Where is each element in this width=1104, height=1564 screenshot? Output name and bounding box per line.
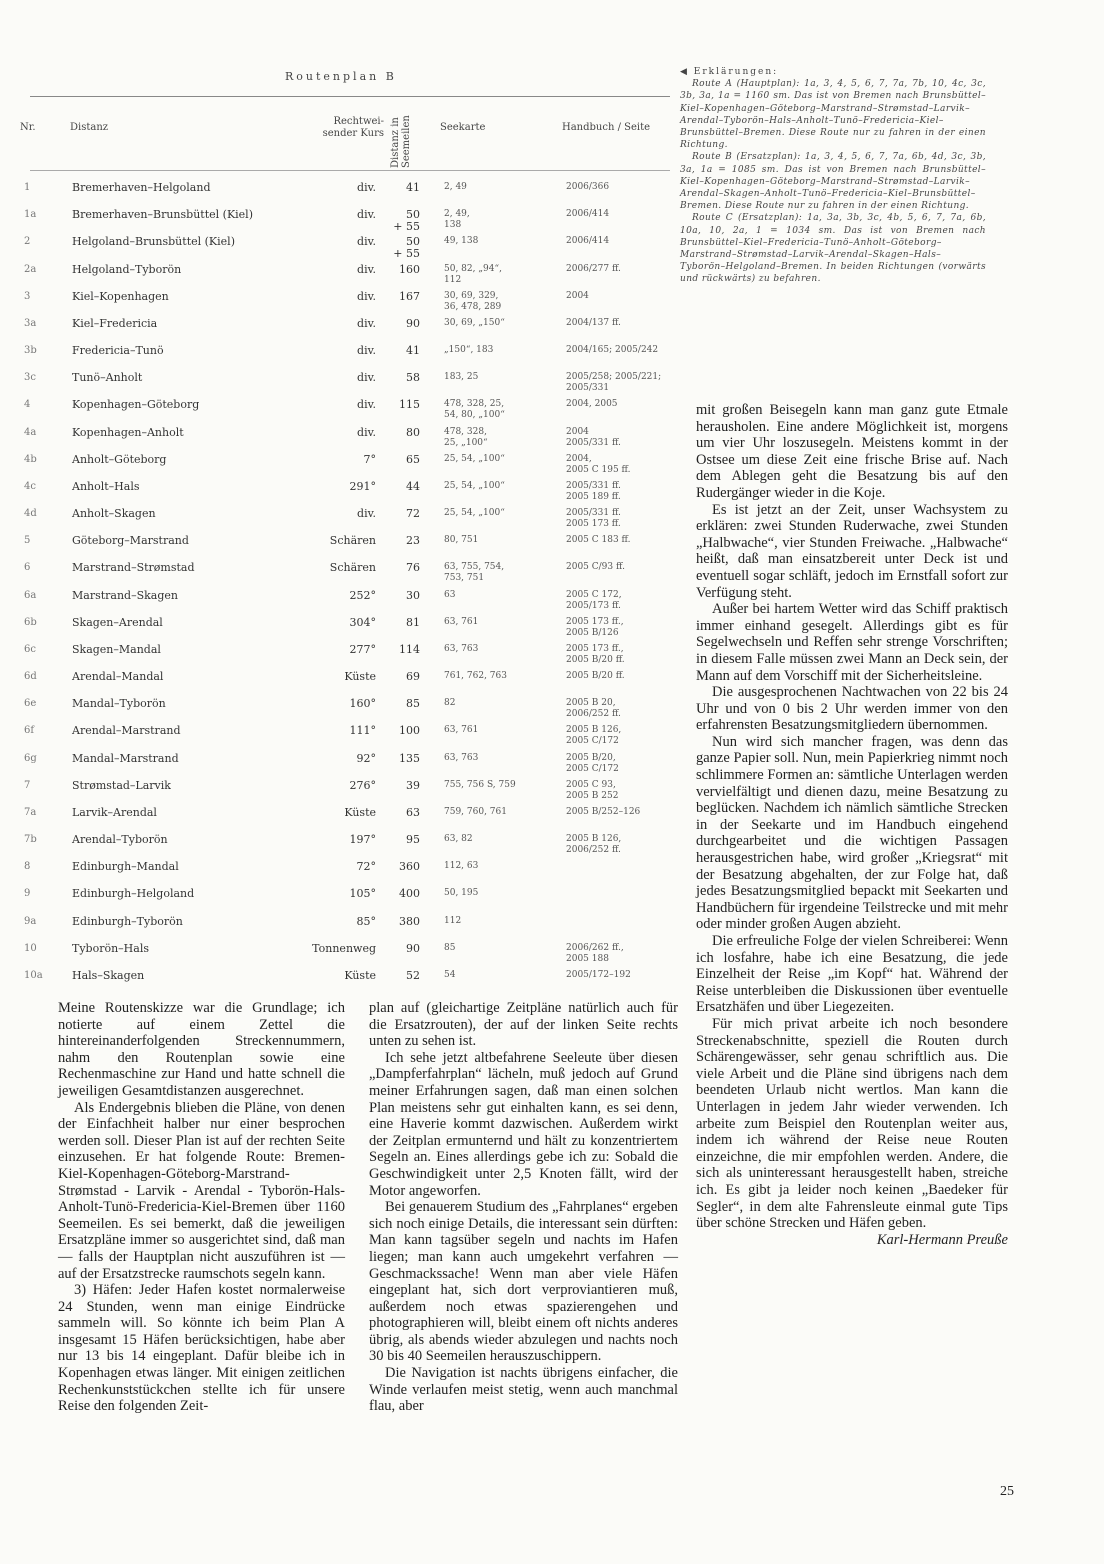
cell-kurs: div. bbox=[357, 398, 376, 412]
cell-kurs: div. bbox=[357, 425, 376, 439]
cell-route: Mandal–Marstrand bbox=[72, 751, 179, 765]
cell-nr: 4b bbox=[24, 453, 37, 465]
cell-handbuch: 2005 B 20, 2006/252 ff. bbox=[566, 698, 621, 720]
header-seemeilen: Distanz in Seemeilen bbox=[390, 115, 412, 168]
cell-nr: 6c bbox=[24, 643, 36, 655]
cell-kurs: 276° bbox=[349, 778, 376, 792]
paragraph: Meine Routenskizze war die Grundlage; ich notierte auf einem Zettel die hintereinanderfolgenden Streckennummern, nahm den Routenplan sowie eine Rechenmaschine zur Hand und hatte schnell die jeweiligen Gesamtdistanzen ausgerechnet. bbox=[58, 1000, 345, 1099]
cell-seekarte: 82 bbox=[444, 698, 456, 709]
cell-route: Kopenhagen–Göteborg bbox=[72, 398, 200, 412]
cell-handbuch: 2006/414 bbox=[566, 236, 610, 247]
cell-route: Arendal–Marstrand bbox=[72, 724, 181, 738]
cell-handbuch: 2005 C 172, 2005/173 ff. bbox=[566, 589, 622, 611]
cell-route: Anholt–Skagen bbox=[72, 507, 156, 521]
cell-seemeilen: 44 bbox=[406, 479, 420, 493]
cell-handbuch: 2005 173 ff., 2005 B/126 bbox=[566, 616, 624, 638]
cell-seekarte: 63, 761 bbox=[444, 616, 479, 627]
paragraph: Als Endergebnis blieben die Pläne, von denen der Einfachheit halber nur einer besprochen werden soll. Dieser Plan ist auf der rechten Seite einzusehen. Er hat folgende Route: Bremen-Kiel-Kopenhagen-Göteborg-Marstrand-Strømstad - Larvik - Arendal - Tyborön-Hals-Anholt-Tunö-Fredericia-Kiel-Bremen über 1160 Seemeilen. Es sei bemerkt, daß die jeweiligen Ersatzpläne immer so ausgerichtet sind, daß man — falls der Hauptplan nicht auszuführen ist — auf der Ersatzstrecke raumschots segeln kann. bbox=[58, 1099, 345, 1282]
cell-kurs: Küste bbox=[344, 670, 376, 684]
cell-seemeilen: 160 bbox=[399, 262, 420, 276]
page-number: 25 bbox=[1000, 1484, 1014, 1499]
table-top-rule bbox=[30, 96, 670, 97]
cell-handbuch: 2005/172–192 bbox=[566, 970, 631, 980]
cell-seemeilen: 135 bbox=[399, 751, 420, 765]
cell-route: Kiel–Fredericia bbox=[72, 316, 158, 330]
cell-nr: 6d bbox=[24, 671, 37, 683]
cell-handbuch: 2005/258; 2005/221; 2005/331 bbox=[566, 372, 662, 394]
cell-seemeilen: 69 bbox=[406, 670, 420, 684]
cell-nr: 6b bbox=[24, 616, 37, 628]
cell-route: Helgoland–Tyborön bbox=[72, 262, 182, 276]
cell-kurs: 7° bbox=[363, 452, 376, 466]
cell-seemeilen: 167 bbox=[399, 289, 420, 303]
cell-seekarte: 478, 328, 25, „100“ bbox=[444, 426, 488, 448]
cell-route: Skagen–Mandal bbox=[72, 642, 161, 656]
cell-seekarte: 2, 49, 138 bbox=[444, 209, 470, 231]
cell-kurs: 197° bbox=[349, 833, 376, 847]
cell-nr: 1 bbox=[24, 182, 31, 193]
cell-seemeilen: 65 bbox=[406, 452, 420, 466]
cell-nr: 2a bbox=[24, 263, 37, 275]
cell-nr: 7b bbox=[24, 834, 37, 846]
cell-seekarte: 63, 761 bbox=[444, 725, 479, 736]
paragraph: Außer bei hartem Wetter wird das Schiff praktisch immer einhand gesegelt. Allerdings gibt es für Segelwechseln und Reffen sehr strenge Vorschriften; in diesem Falle müssen zwei Mann an Deck sein, der Mann auf dem Vorschiff mit der Sicherheitsleine. bbox=[696, 601, 1008, 684]
paragraph: mit großen Beisegeln kann man ganz gute Etmale herausholen. Eine andere Möglichkeit ist, morgens um vier Uhr loszusegeln. Meistens kommt in der Ostsee um diese Zeit eine frische Brise auf. Nach dem Ablegen geht die Besatzung bis auf den Rudergänger wieder in die Koje. bbox=[696, 402, 1008, 501]
cell-seemeilen: 41 bbox=[406, 344, 420, 358]
cell-handbuch: 2006/366 bbox=[566, 182, 610, 192]
cell-route: Helgoland–Brunsbüttel (Kiel) bbox=[72, 235, 235, 249]
cell-handbuch: 2005/331 ff. 2005 189 ff. bbox=[566, 480, 621, 502]
paragraph: Bei genauerem Studium des „Fahrplanes“ ergeben sich noch einige Details, die interessant sein dürften: Man kann tagsüber segeln und nachts im Hafen liegen; man kann auch umgekehrt verfahren — Geschmackssache! Wenn man aber viele Häfen eingeplant hat, sich dort verproviantieren muß, außerdem noch etwas spazierengehen und photographieren will, bleibt einem oft nichts anderes übrig, als abends wieder abzulegen und nachts noch 30 bis 40 Seemeilen herauszuschippern. bbox=[369, 1199, 678, 1365]
cell-route: Edinburgh–Tyborön bbox=[72, 914, 183, 928]
cell-handbuch: 2005 C/93 ff. bbox=[566, 562, 625, 573]
cell-seemeilen: 58 bbox=[406, 371, 420, 385]
notes-heading: ◀ Erklärungen: bbox=[680, 67, 779, 77]
cell-route: Anholt–Hals bbox=[72, 479, 140, 493]
cell-nr: 7a bbox=[24, 806, 37, 818]
cell-nr: 9 bbox=[24, 888, 31, 900]
paragraph: Nun wird sich mancher fragen, was denn das ganze Papier soll. Nun, mein Papierkrieg nimmt noch schlimmere Formen an: sämtliche Unterlagen werden vervielfältigt und dienen dazu, meine Besatzung zu beglücken. Nachdem ich nämlich sämtliche Strecken in der Seekarte und im Handbuch eingehend durchgearbeitet und die wichtigen Passagen herausgestrichen habe, wird großer „Kriegsrat“ mit der Besatzung abgehalten, der zur Folge hat, daß jedes Besatzungsmitglied bepackt mit Seekarten und Handbüchern für irgendeine Teilstrecke und mit mehr oder minder großen Augen abzieht. bbox=[696, 733, 1008, 933]
cell-nr: 10a bbox=[24, 970, 43, 981]
paragraph: 3) Häfen: Jeder Hafen kostet normalerweise 24 Stunden, wenn man einige Eindrücke sammeln will. So könnte ich beim Plan A insgesamt 15 Häfen berücksichtigen, habe aber nur 13 bis 14 eingeplant. Dafür bleibe ich in Kopenhagen etwas länger. Mit einigen zeitlichen Rechenkunststückchen stellte ich für unsere Reise den folgenden Zeit- bbox=[58, 1282, 345, 1415]
cell-route: Hals–Skagen bbox=[72, 969, 145, 982]
cell-handbuch: 2004/165; 2005/242 bbox=[566, 345, 659, 356]
cell-kurs: div. bbox=[357, 262, 376, 276]
cell-handbuch: 2005 173 ff., 2005 B/20 ff. bbox=[566, 643, 625, 665]
cell-seekarte: 63 bbox=[444, 589, 456, 600]
cell-route: Larvik–Arendal bbox=[72, 805, 157, 819]
table-title: Routenplan B bbox=[285, 70, 397, 83]
cell-handbuch: 2004 bbox=[566, 290, 589, 301]
cell-kurs: 304° bbox=[349, 615, 376, 629]
cell-seemeilen: 72 bbox=[406, 507, 420, 521]
cell-seekarte: 25, 54, „100“ bbox=[444, 480, 505, 491]
paragraph: Die erfreuliche Folge der vielen Schreiberei: Wenn ich losfahre, habe ich eine Besatzung, die jede Einzelheit der Reise „im Kopf“ hat. Während der Reise unterbleiben die Diskussionen über eventuelle Ersatzhäfen und über Liegezeiten. bbox=[696, 933, 1008, 1016]
cell-handbuch: 2005 C 183 ff. bbox=[566, 535, 631, 546]
cell-seemeilen: 90 bbox=[406, 941, 420, 955]
cell-seemeilen: 85 bbox=[406, 697, 420, 711]
cell-nr: 4 bbox=[24, 399, 31, 411]
cell-nr: 6a bbox=[24, 589, 37, 601]
cell-nr: 4c bbox=[24, 480, 36, 492]
cell-route: Anholt–Göteborg bbox=[72, 452, 167, 466]
text-column-1 bbox=[58, 1000, 345, 1415]
cell-seekarte: 30, 69, 329, 36, 478, 289 bbox=[444, 290, 502, 312]
text-column-3 bbox=[696, 402, 1008, 1248]
cell-nr: 2 bbox=[24, 236, 31, 248]
cell-kurs: 277° bbox=[349, 642, 376, 656]
cell-kurs: 85° bbox=[356, 914, 376, 928]
cell-kurs: div. bbox=[357, 181, 376, 194]
cell-handbuch: 2005 B/20, 2005 C/172 bbox=[566, 752, 619, 774]
cell-route: Marstrand–Strømstad bbox=[72, 561, 195, 575]
cell-seemeilen: 380 bbox=[399, 914, 420, 928]
cell-nr: 6e bbox=[24, 698, 37, 710]
cell-seemeilen: 100 bbox=[399, 724, 420, 738]
cell-seekarte: 755, 756 S, 759 bbox=[444, 779, 516, 790]
cell-seekarte: 478, 328, 25, 54, 80, „100“ bbox=[444, 399, 505, 421]
cell-seekarte: 63, 763 bbox=[444, 752, 479, 763]
cell-handbuch: 2004, 2005 C 195 ff. bbox=[566, 453, 631, 475]
cell-kurs: Tonnenweg bbox=[312, 941, 376, 955]
cell-route: Tyborön–Hals bbox=[72, 941, 149, 955]
paragraph: plan auf (gleichartige Zeitpläne natürlich auch für die Ersatzrouten), der auf der linken Seite rechts unten zu sehen ist. bbox=[369, 1000, 678, 1050]
cell-seekarte: 183, 25 bbox=[444, 372, 479, 383]
cell-seemeilen: 50 + 55 bbox=[393, 235, 420, 261]
cell-seemeilen: 39 bbox=[406, 778, 420, 792]
table-header-rule bbox=[30, 170, 670, 171]
cell-seemeilen: 360 bbox=[399, 860, 420, 874]
cell-handbuch: 2006/414 bbox=[566, 209, 610, 220]
paragraph: Die Navigation ist nachts übrigens einfacher, die Winde verlaufen meist stetig, wenn auch manchmal flau, aber bbox=[369, 1365, 678, 1415]
cell-nr: 8 bbox=[24, 861, 31, 873]
cell-route: Edinburgh–Helgoland bbox=[72, 887, 195, 901]
cell-nr: 6g bbox=[24, 752, 37, 764]
cell-handbuch: 2005 B 126, 2005 C/172 bbox=[566, 725, 622, 747]
cell-seemeilen: 90 bbox=[406, 316, 420, 330]
paragraph: Es ist jetzt an der Zeit, unser Wachsystem zu erklären: zwei Stunden Ruderwache, zwei Stunden „Halbwache“, vier Stunden Freiwache. „Halbwache“ heißt, daß man einsatzbereit unter Deck ist und eventuell sogar schläft, jedoch im Ernstfall sofort zur Verfügung steht. bbox=[696, 501, 1008, 601]
cell-seemeilen: 400 bbox=[399, 887, 420, 901]
header-handbuch: Handbuch / Seite bbox=[562, 122, 651, 133]
cell-handbuch: 2005 C 93, 2005 B 252 bbox=[566, 779, 619, 801]
cell-nr: 3c bbox=[24, 372, 36, 384]
text-column-2 bbox=[369, 1000, 678, 1415]
cell-nr: 3a bbox=[24, 317, 37, 329]
paragraph: Die ausgesprochenen Nachtwachen von 22 bis 24 Uhr und von 0 bis 2 Uhr werden immer von den erfahrensten Besatzungsmitgliedern übernommen. bbox=[696, 684, 1008, 734]
cell-seekarte: 54 bbox=[444, 970, 456, 980]
cell-handbuch: 2005/331 ff. 2005 173 ff. bbox=[566, 508, 621, 530]
cell-route: Mandal–Tyborön bbox=[72, 697, 166, 711]
cell-route: Edinburgh–Mandal bbox=[72, 860, 179, 874]
cell-kurs: 105° bbox=[349, 887, 376, 901]
cell-seekarte: 112, 63 bbox=[444, 861, 479, 872]
cell-seekarte: 85 bbox=[444, 942, 456, 953]
cell-seemeilen: 80 bbox=[406, 425, 420, 439]
cell-seekarte: 25, 54, „100“ bbox=[444, 453, 505, 464]
cell-seekarte: 25, 54, „100“ bbox=[444, 508, 505, 519]
cell-seemeilen: 30 bbox=[406, 588, 420, 602]
cell-kurs: 160° bbox=[349, 697, 376, 711]
cell-kurs: Küste bbox=[344, 969, 376, 982]
cell-seemeilen: 63 bbox=[406, 805, 420, 819]
cell-seekarte: 50, 195 bbox=[444, 888, 479, 899]
cell-route: Bremerhaven–Helgoland bbox=[72, 181, 211, 194]
notes-box bbox=[680, 66, 986, 286]
cell-seekarte: 63, 755, 754, 753, 751 bbox=[444, 562, 505, 584]
paragraph: Ich sehe jetzt altbefahrene Seeleute über diesen „Dampferfahrplan“ lächeln, muß jedoch auf Grund meiner Erfahrungen sagen, daß man einen solchen Plan meistens sehr gut einhalten kann, es sei denn, eine Haverie kommt dazwischen. Außerdem wirkt der Zeitplan ermunternd und hält zu konzentriertem Segeln an. Eines allerdings gebe ich zu: Sobald die Geschwindigkeit unter 2,5 Knoten fällt, wird der Motor angeworfen. bbox=[369, 1049, 678, 1199]
cell-seemeilen: 52 bbox=[406, 969, 420, 982]
cell-seekarte: „150“, 183 bbox=[444, 345, 494, 356]
cell-nr: 3b bbox=[24, 345, 37, 357]
cell-route: Bremerhaven–Brunsbüttel (Kiel) bbox=[72, 208, 253, 222]
cell-handbuch: 2006/277 ff. bbox=[566, 263, 621, 274]
cell-route: Göteborg–Marstrand bbox=[72, 534, 189, 548]
cell-handbuch: 2004, 2005 bbox=[566, 399, 618, 410]
cell-seekarte: 30, 69, „150“ bbox=[444, 317, 505, 328]
cell-kurs: 72° bbox=[356, 860, 376, 874]
cell-seekarte: 49, 138 bbox=[444, 236, 479, 247]
cell-seemeilen: 41 bbox=[406, 181, 420, 194]
header-kurs: Rechtwei- sender Kurs bbox=[322, 116, 384, 139]
notes-route-b: Route B (Ersatzplan): 1a, 3, 4, 5, 6, 7, 7a, 6b, 4d, 3c, 3b, 3a, 1a = 1085 sm. Das ist von Bremen nach Brunsbüttel–Kiel–Kopenhagen–Göteborg–Marstrand–Strømstad–Larvik–Arendal–Skagen–Anholt–Tunö–Fredericia–Kiel–Brunsbüttel–Bremen. Diese Route nur zu fahren in der einen Richtung. bbox=[680, 152, 986, 212]
cell-kurs: Küste bbox=[344, 805, 376, 819]
cell-seekarte: 63, 82 bbox=[444, 834, 473, 845]
cell-kurs: 252° bbox=[349, 588, 376, 602]
cell-seekarte: 50, 82, „94“, 112 bbox=[444, 263, 502, 285]
cell-nr: 3 bbox=[24, 290, 31, 302]
cell-route: Arendal–Mandal bbox=[72, 670, 164, 684]
cell-handbuch: 2004 2005/331 ff. bbox=[566, 426, 621, 448]
cell-kurs: div. bbox=[357, 289, 376, 303]
paragraph: Für mich privat arbeite ich noch besondere Streckenabschnitte, speziell die Routen durch Schärengewässer, sehr genau schriftlich aus. Die viele Arbeit und die Pläne sind übrigens nach dem beendeten Urlaub nicht wertlos. Man kann die Unterlagen in jedem Jahr wieder verwenden. Ich arbeite zum Beispiel den Routenplan weiter aus, indem ich während der Reise neue Routen einzeichne, die mir empfohlen werden. Andere, die sich als uninteressant herausgestellt haben, streiche ich. Es gibt ja leider noch keinen „Baedeker für Segler“, in dem alte Fahrensleute einmal gute Tips über schöne Strecken und Häfen geben. bbox=[696, 1015, 1008, 1232]
cell-kurs: 291° bbox=[349, 479, 376, 493]
cell-kurs: 111° bbox=[349, 724, 376, 738]
cell-seekarte: 2, 49 bbox=[444, 182, 467, 192]
author-signature: Karl-Hermann Preuße bbox=[876, 1231, 1008, 1248]
cell-route: Skagen–Arendal bbox=[72, 615, 163, 629]
header-distanz: Distanz bbox=[70, 122, 109, 133]
cell-route: Tunö–Anholt bbox=[72, 371, 143, 385]
cell-route: Arendal–Tyborön bbox=[72, 833, 168, 847]
cell-seemeilen: 95 bbox=[406, 833, 420, 847]
cell-kurs: div. bbox=[357, 507, 376, 521]
cell-seemeilen: 23 bbox=[406, 534, 420, 548]
cell-nr: 7 bbox=[24, 779, 31, 791]
cell-route: Strømstad–Larvik bbox=[72, 778, 171, 792]
cell-seemeilen: 76 bbox=[406, 561, 420, 575]
cell-seekarte: 63, 763 bbox=[444, 643, 479, 654]
cell-nr: 6f bbox=[24, 725, 35, 737]
cell-handbuch: 2006/262 ff., 2005 188 bbox=[566, 942, 624, 964]
cell-route: Kiel–Kopenhagen bbox=[72, 289, 169, 303]
cell-handbuch: 2005 B/252–126 bbox=[566, 806, 641, 817]
cell-seekarte: 80, 751 bbox=[444, 535, 479, 546]
cell-nr: 4d bbox=[24, 508, 37, 520]
header-nr: Nr. bbox=[20, 122, 36, 133]
header-seekarte: Seekarte bbox=[440, 122, 486, 133]
cell-seemeilen: 81 bbox=[406, 615, 420, 629]
notes-route-c: Route C (Ersatzplan): 1a, 3a, 3b, 3c, 4b, 5, 6, 7, 7a, 6b, 10a, 10, 2a, 1 = 1034 sm. Das ist von Bremen nach Brunsbüttel–Kiel–Fredericia–Tunö–Anholt–Göteborg–Marstrand–Strømstad–Larvik–Arendal–Skagen–Hals–Tyborön–Helgoland–Bremen. In beiden Richtungen (vorwärts und rückwärts) zu befahren. bbox=[680, 213, 986, 285]
cell-nr: 6 bbox=[24, 562, 31, 574]
cell-nr: 4a bbox=[24, 426, 37, 438]
cell-handbuch: 2005 B 126, 2006/252 ff. bbox=[566, 834, 622, 856]
notes-route-a: Route A (Hauptplan): 1a, 3, 4, 5, 6, 7, 7a, 7b, 10, 4c, 3c, 3b, 3a, 1a = 1160 sm. Das ist von Bremen nach Brunsbüttel–Kiel–Kopenhagen–Göteborg–Marstrand–Strømstad–Larvik–Arendal–Tyborön–Hals–Anholt–Tunö–Fredericia–Kiel–Brunsbüttel–Bremen. Diese Route nur zu fahren in der einen Richtung. bbox=[680, 79, 986, 151]
cell-kurs: 92° bbox=[356, 751, 376, 765]
cell-seekarte: 761, 762, 763 bbox=[444, 671, 507, 682]
cell-seemeilen: 50 + 55 bbox=[393, 208, 420, 234]
cell-kurs: div. bbox=[357, 316, 376, 330]
cell-kurs: Schären bbox=[329, 561, 376, 575]
cell-nr: 9a bbox=[24, 915, 37, 927]
cell-route: Kopenhagen–Anholt bbox=[72, 425, 184, 439]
cell-kurs: Schären bbox=[329, 534, 376, 548]
cell-route: Fredericia–Tunö bbox=[72, 344, 164, 358]
cell-handbuch: 2005 B/20 ff. bbox=[566, 671, 625, 682]
cell-seemeilen: 115 bbox=[399, 398, 420, 412]
cell-kurs: div. bbox=[357, 371, 376, 385]
cell-kurs: div. bbox=[357, 344, 376, 358]
cell-nr: 1a bbox=[24, 209, 37, 221]
cell-nr: 10 bbox=[24, 942, 37, 954]
cell-seekarte: 759, 760, 761 bbox=[444, 806, 507, 817]
cell-handbuch: 2004/137 ff. bbox=[566, 317, 621, 328]
cell-route: Marstrand–Skagen bbox=[72, 588, 178, 602]
cell-seekarte: 112 bbox=[444, 915, 462, 926]
cell-kurs: div. bbox=[357, 208, 376, 222]
cell-seemeilen: 114 bbox=[399, 642, 420, 656]
cell-nr: 5 bbox=[24, 535, 31, 547]
cell-kurs: div. bbox=[357, 235, 376, 249]
